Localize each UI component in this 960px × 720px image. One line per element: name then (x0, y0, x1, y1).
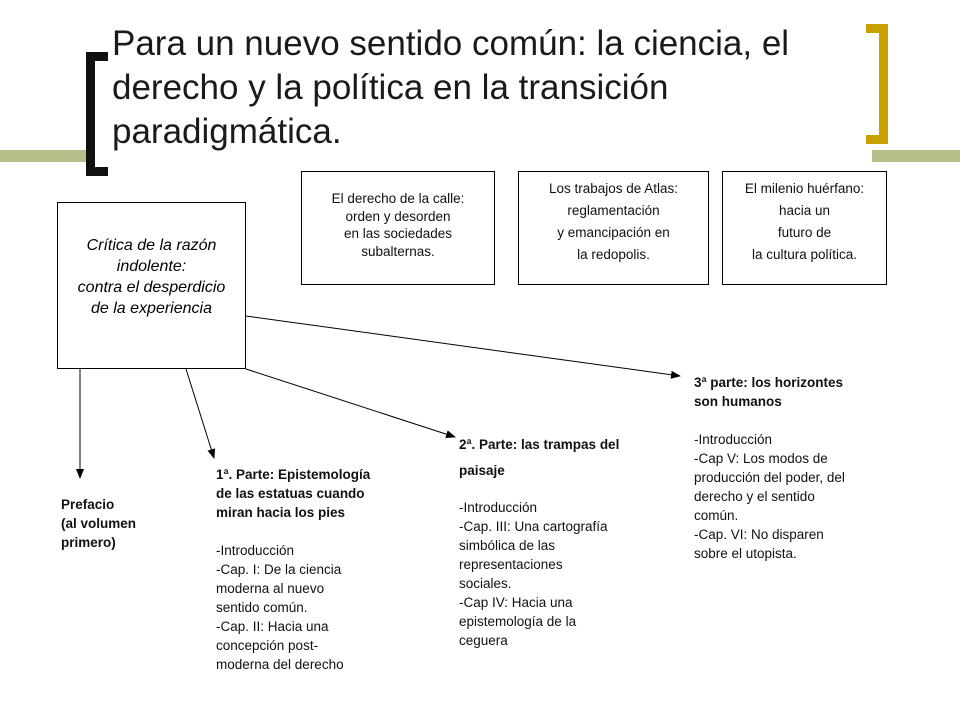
arrow-to-part-1 (186, 369, 214, 458)
part-1-block (216, 465, 416, 674)
part-3-heading-line: son humanos (694, 394, 782, 409)
book-line: y emancipación en (557, 225, 670, 240)
part-3-item: -Cap V: Los modos de (694, 451, 828, 466)
book-line: subalternas. (361, 243, 435, 259)
prefacio-label (61, 495, 171, 552)
part-2-item: -Cap. III: Una cartografía (459, 519, 608, 534)
book-line: Los trabajos de Atlas: (548, 181, 679, 196)
part-1-item: moderna al nuevo (216, 581, 325, 596)
book-line: El derecho de la calle: (331, 191, 465, 206)
book-line: la redopolis. (577, 247, 650, 262)
part-2-item: ceguera (459, 633, 508, 648)
main-box-line: indolente: (116, 257, 187, 275)
arrow-to-part-3 (246, 316, 680, 376)
part-2-block (459, 434, 659, 650)
book-line: orden y desorden (345, 208, 451, 224)
prefacio-line: (al volumen (61, 516, 137, 531)
book-line: reglamentación (567, 203, 660, 218)
book-line: la cultura política. (751, 247, 858, 262)
book-line: futuro de (777, 225, 832, 240)
part-1-item: -Cap. II: Hacia una (216, 619, 329, 634)
main-box-line: Crítica de la razón (86, 236, 217, 254)
part-1-heading-line: miran hacia los pies (216, 505, 346, 520)
part-1-heading-line: de las estatuas cuando (216, 486, 365, 501)
part-2-item: epistemología de la (459, 614, 577, 629)
arrow-to-part-2 (246, 369, 455, 437)
page-title: Para un nuevo sentido común: la ciencia, el derecho y la política en la transición paradigmática. (112, 24, 790, 151)
part-2-item: -Cap IV: Hacia una (459, 595, 573, 610)
part-1-item: concepción post- (216, 638, 319, 653)
part-3-item: derecho y el sentido (694, 489, 815, 504)
book-box-trabajos-atlas (518, 171, 709, 285)
part-2-item: sociales. (459, 576, 512, 591)
book-box-derecho-calle (301, 171, 495, 285)
part-3-block (694, 373, 894, 563)
part-2-heading-line: paisaje (459, 463, 505, 478)
part-3-item: común. (694, 508, 739, 523)
prefacio-line: Prefacio (61, 497, 115, 512)
part-2-heading-line: 2ª. Parte: las trampas del (459, 437, 620, 452)
part-3-item: -Cap. VI: No disparen (694, 527, 824, 542)
part-3-heading-line: 3ª parte: los horizontes (694, 375, 844, 390)
book-line: en las sociedades (343, 226, 453, 241)
part-1-item: -Cap. I: De la ciencia (216, 562, 342, 577)
part-3-item: sobre el utopista. (694, 546, 797, 561)
part-2-item: representaciones (459, 557, 563, 572)
part-2-item: simbólica de las (459, 538, 556, 553)
part-1-item: -Introducción (216, 543, 295, 558)
part-1-heading-line: 1ª. Parte: Epistemología (216, 467, 371, 482)
main-box-line: de la experiencia (91, 299, 212, 317)
prefacio-line: primero) (61, 535, 116, 550)
part-3-item: producción del poder, del (694, 470, 845, 485)
book-line: El milenio huérfano: (744, 181, 865, 196)
part-1-item: sentido común. (216, 600, 308, 615)
book-line: hacia un (778, 203, 831, 218)
book-box-milenio-huerfano (722, 171, 887, 285)
part-1-item: moderna del derecho (216, 657, 344, 672)
main-box-line: contra el desperdicio (77, 278, 226, 296)
part-2-item: -Introducción (459, 500, 538, 515)
part-3-item: -Introducción (694, 432, 773, 447)
main-book-box (57, 202, 246, 369)
